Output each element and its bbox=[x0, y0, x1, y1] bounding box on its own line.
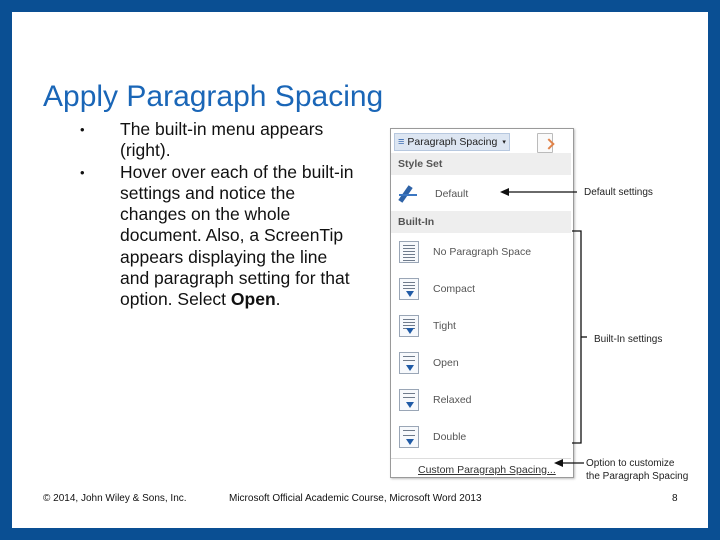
menu-item-label: Double bbox=[433, 431, 467, 443]
bullet-bold-text: Open bbox=[230, 289, 276, 310]
slide bbox=[12, 12, 708, 528]
callout-lines bbox=[12, 12, 708, 528]
paragraph-spacing-button-label: Paragraph Spacing bbox=[407, 136, 498, 148]
section-header-built-in: Built-In bbox=[391, 211, 571, 233]
bullet-marker: • bbox=[80, 164, 85, 180]
bullet-text: Hover over each of the built-in settings and notice the changes on the whole document. Also, a ScreenTip appears displaying the line and paragraph setting for that option. Select bbox=[120, 161, 354, 310]
menu-item-label: Open bbox=[433, 357, 459, 369]
arrowhead-icon bbox=[554, 459, 563, 467]
section-header-style-set: Style Set bbox=[391, 153, 571, 175]
menu-item-label: Tight bbox=[433, 320, 456, 332]
menu-item-label: Default bbox=[435, 188, 469, 200]
slide-title: Apply Paragraph Spacing bbox=[43, 80, 384, 113]
footer-course: Microsoft Official Academic Course, Microsoft Word 2013 bbox=[229, 493, 482, 504]
page-number: 8 bbox=[672, 493, 678, 504]
bullet-text-end: . bbox=[275, 289, 281, 310]
menu-item-label: No Paragraph Space bbox=[433, 246, 532, 258]
built-in-bracket bbox=[572, 231, 581, 443]
spacing-icon: ≡ bbox=[398, 136, 405, 148]
menu-item-custom-spacing[interactable]: Custom Paragraph Spacing... bbox=[418, 464, 556, 476]
bullet-marker: • bbox=[80, 122, 85, 137]
callout-built-in-settings: Built-In settings bbox=[594, 334, 663, 345]
callout-default-settings: Default settings bbox=[584, 187, 653, 198]
callout-custom-line1: Option to customize bbox=[586, 458, 675, 469]
menu-item-label: Relaxed bbox=[433, 394, 472, 406]
footer-copyright: © 2014, John Wiley & Sons, Inc. bbox=[43, 493, 187, 504]
callout-custom-line2: the Paragraph Spacing bbox=[586, 471, 689, 482]
menu-item-label: Compact bbox=[433, 283, 476, 295]
arrowhead-icon bbox=[500, 188, 509, 196]
chevron-down-icon: ▾ bbox=[502, 139, 506, 146]
bullet-text: The built-in menu appears (right). bbox=[120, 119, 324, 161]
